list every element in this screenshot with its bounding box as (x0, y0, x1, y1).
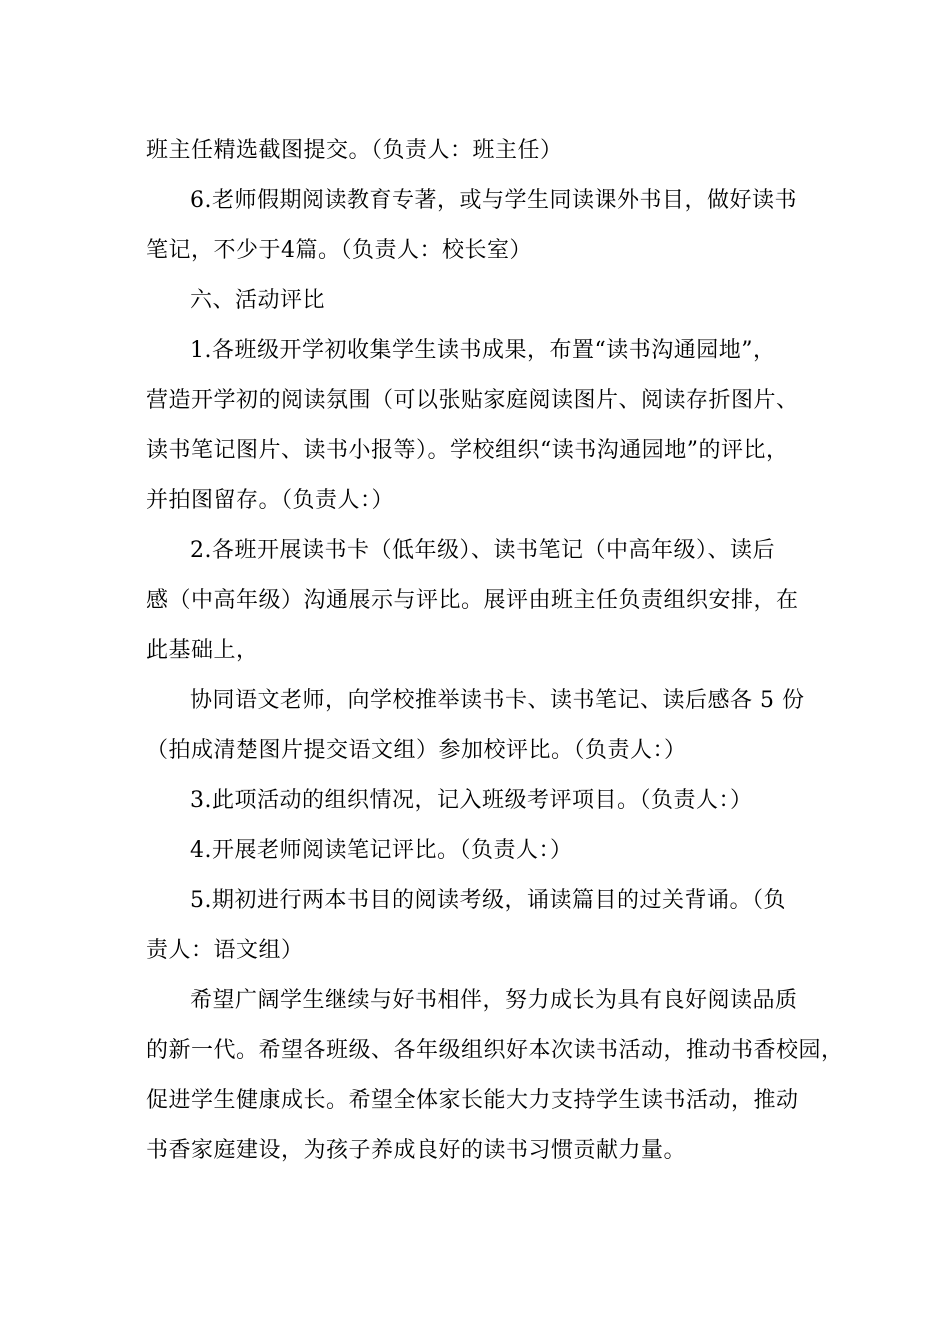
text-line: 笔记，不少于4篇。（负责人：校长室） (146, 238, 532, 263)
text-line: 促进学生健康成长。希望全体家长能大力支持学生读书活动，推动 (146, 1088, 799, 1113)
text-line: 4.开展老师阅读笔记评比。（负责人：） (190, 838, 573, 863)
text-line: 并拍图留存。（负责人：） (146, 488, 395, 513)
text-line: 班主任精选截图提交。（负责人：班主任） (146, 138, 563, 163)
text-line: 协同语文老师，向学校推举读书卡、读书笔记、读后感各 5 份 (190, 688, 805, 713)
text-line: 2.各班开展读书卡（低年级）、读书笔记（中高年级）、读后 (190, 538, 775, 563)
section-heading: 六、活动评比 (190, 288, 326, 313)
text-line: 责人：语文组） (146, 938, 304, 963)
text-line: 读书笔记图片、读书小报等）。学校组织“读书沟通园地”的评比， (146, 438, 789, 463)
text-line: 5.期初进行两本书目的阅读考级，诵读篇目的过关背诵。（负 (190, 888, 786, 913)
text-line: 希望广阔学生继续与好书相伴，努力成长为具有良好阅读品质 (190, 988, 798, 1013)
text-line: 感（中高年级）沟通展示与评比。展评由班主任负责组织安排，在 (146, 588, 799, 613)
text-line: 此基础上， (146, 638, 259, 663)
text-line: （拍成清楚图片提交语文组）参加校评比。（负责人：） (146, 738, 687, 763)
text-line: 1.各班级开学初收集学生读书成果，布置“读书沟通园地”， (190, 338, 776, 363)
text-line: 书香家庭建设，为孩子养成良好的读书习惯贡献力量。 (146, 1138, 687, 1163)
text-line: 的新一代。希望各班级、各年级组织好本次读书活动，推动书香校园， (146, 1038, 844, 1063)
text-line: 6.老师假期阅读教育专著，或与学生同读课外书目，做好读书 (190, 188, 797, 213)
text-line: 3.此项活动的组织情况，记入班级考评项目。（负责人：） (190, 788, 753, 813)
text-line: 营造开学初的阅读氛围（可以张贴家庭阅读图片、阅读存折图片、 (146, 388, 799, 413)
